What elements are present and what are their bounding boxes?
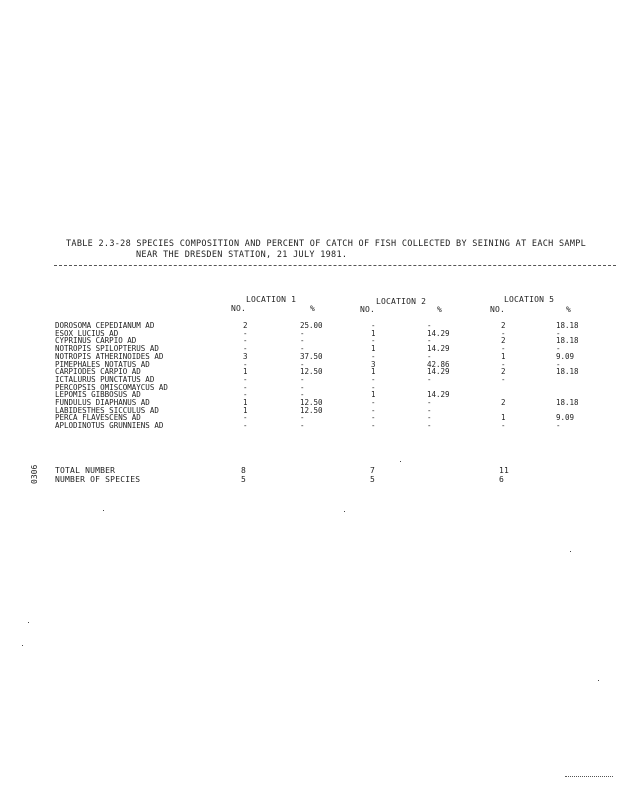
total-number-l1: 8 bbox=[241, 466, 247, 475]
l1-pct-cell: - bbox=[300, 374, 305, 384]
l2-pct-cell: - bbox=[427, 336, 432, 346]
scan-speck bbox=[344, 511, 345, 512]
l1-pct-cell: - bbox=[300, 328, 305, 338]
l1-pct-cell: 12.50 bbox=[300, 398, 323, 407]
l1-no-cell: - bbox=[243, 390, 248, 400]
l1-no-cell: - bbox=[243, 359, 248, 369]
scan-edge-mark bbox=[565, 776, 613, 777]
l2-pct-cell: - bbox=[427, 405, 432, 415]
l1-no-cell: 1 bbox=[243, 367, 248, 377]
species-count-l1: 5 bbox=[241, 475, 247, 484]
l2-pct-cell: 14.29 bbox=[427, 344, 450, 354]
total-number-label: TOTAL NUMBER bbox=[55, 466, 116, 475]
l1-pct-cell: - bbox=[300, 344, 305, 354]
scan-speck bbox=[570, 551, 571, 552]
l2-pct-cell: 14.29 bbox=[427, 328, 450, 338]
l5-pct-cell: 18.18 bbox=[556, 336, 579, 346]
l2-no-cell: - bbox=[371, 351, 376, 361]
l5-no-cell: 2 bbox=[501, 398, 506, 407]
l5-pct-cell: 9.09 bbox=[556, 351, 575, 361]
species-name: PIMEPHALES NOTATUS AD bbox=[55, 359, 150, 369]
l2-no-cell: 1 bbox=[371, 390, 376, 400]
l2-no-cell: - bbox=[371, 413, 376, 423]
l5-no-cell: - bbox=[501, 328, 506, 338]
location-1-header: LOCATION 1 bbox=[246, 295, 297, 304]
l5-pct-cell: 18.18 bbox=[556, 398, 579, 407]
species-name: ESOX LUCIUS AD bbox=[55, 328, 119, 338]
species-name: DOROSOMA CEPEDIANUM AD bbox=[55, 321, 155, 330]
l1-no-cell: 2 bbox=[243, 321, 248, 330]
l1-pct-cell: - bbox=[300, 336, 305, 346]
l2-pct-cell: - bbox=[427, 321, 432, 330]
species-name: NOTROPIS SPILOPTERUS AD bbox=[55, 344, 159, 354]
scan-speck bbox=[28, 622, 29, 623]
species-name: NOTROPIS ATHERINOIDES AD bbox=[55, 351, 164, 361]
l2-pct-cell: - bbox=[427, 398, 432, 407]
table-title-line2: NEAR THE DRESDEN STATION, 21 JULY 1981. bbox=[136, 250, 348, 260]
species-name: APLODINOTUS GRUNNIENS AD bbox=[55, 421, 164, 431]
l1-no-cell: - bbox=[243, 336, 248, 346]
l1-pct-cell: 37.50 bbox=[300, 351, 323, 361]
l1-pct-cell: - bbox=[300, 413, 305, 423]
l2-no-cell: 1 bbox=[371, 328, 376, 338]
species-count-label: NUMBER OF SPECIES bbox=[55, 475, 141, 484]
l5-pct-cell: 9.09 bbox=[556, 413, 575, 423]
l1-pct-cell: 12.50 bbox=[300, 367, 323, 377]
species-name: CARPIODES CARPIO AD bbox=[55, 367, 141, 377]
l2-no-cell: - bbox=[371, 382, 376, 392]
scan-speck bbox=[103, 510, 104, 511]
scan-speck bbox=[22, 645, 23, 646]
l2-pct-cell: 42.86 bbox=[427, 359, 450, 369]
l2-pct-cell: - bbox=[427, 421, 432, 431]
l2-no-cell: - bbox=[371, 405, 376, 415]
l2-pct-cell: - bbox=[427, 413, 432, 423]
l5-no-cell: - bbox=[501, 421, 506, 431]
l2-no-cell: - bbox=[371, 321, 376, 330]
l5-pct-cell: - bbox=[556, 344, 561, 354]
l2-no-cell: - bbox=[371, 421, 376, 431]
l2-pct-cell: - bbox=[427, 351, 432, 361]
l5-no-cell: 2 bbox=[501, 321, 506, 330]
l2-no-cell: - bbox=[371, 336, 376, 346]
l5-pct-cell: - bbox=[556, 421, 561, 431]
l1-no-cell: - bbox=[243, 413, 248, 423]
margin-page-mark: 0306 bbox=[30, 464, 39, 484]
l5-pct-cell: 18.18 bbox=[556, 367, 579, 377]
l2-no-cell: - bbox=[371, 398, 376, 407]
species-name: ICTALURUS PUNCTATUS AD bbox=[55, 374, 155, 384]
l5-no-cell: - bbox=[501, 374, 506, 384]
species-count-l5: 6 bbox=[499, 475, 505, 484]
l2-no-cell: 3 bbox=[371, 359, 376, 369]
l1-no-cell: - bbox=[243, 421, 248, 431]
species-name: LABIDESTHES SICCULUS AD bbox=[55, 405, 159, 415]
l5-pct-header: % bbox=[566, 305, 572, 314]
l5-no-cell: 1 bbox=[501, 413, 506, 423]
l5-no-header: NO. bbox=[490, 305, 506, 314]
l5-no-cell: - bbox=[501, 359, 506, 369]
l1-no-cell: - bbox=[243, 344, 248, 354]
l1-pct-header: % bbox=[310, 304, 316, 313]
l2-pct-header: % bbox=[437, 305, 443, 314]
species-name: LEPOMIS GIBBOSUS AD bbox=[55, 390, 141, 400]
l2-no-header: NO. bbox=[360, 305, 376, 314]
l1-no-cell: 3 bbox=[243, 351, 248, 361]
l2-no-cell: - bbox=[371, 374, 376, 384]
species-name: PERCA FLAVESCENS AD bbox=[55, 413, 141, 423]
title-rule bbox=[54, 265, 616, 266]
total-number-l2: 7 bbox=[370, 466, 376, 475]
l1-pct-cell: 25.00 bbox=[300, 321, 323, 330]
table-row bbox=[0, 422, 618, 430]
l1-no-cell: - bbox=[243, 382, 248, 392]
l1-pct-cell: - bbox=[300, 390, 305, 400]
l1-no-header: NO. bbox=[231, 304, 247, 313]
l2-no-cell: 1 bbox=[371, 344, 376, 354]
l5-no-cell: 2 bbox=[501, 367, 506, 377]
scan-speck bbox=[400, 461, 401, 462]
l1-pct-cell: - bbox=[300, 382, 305, 392]
l2-pct-cell: 14.29 bbox=[427, 367, 450, 377]
l1-pct-cell: 12.50 bbox=[300, 405, 323, 415]
total-number-l5: 11 bbox=[499, 466, 510, 475]
location-2-header: LOCATION 2 bbox=[376, 297, 427, 306]
l2-pct-cell: - bbox=[427, 374, 432, 384]
l5-pct-cell: - bbox=[556, 359, 561, 369]
scan-speck bbox=[598, 680, 599, 681]
l5-no-cell: - bbox=[501, 344, 506, 354]
l1-no-cell: 1 bbox=[243, 398, 248, 407]
l2-no-cell: 1 bbox=[371, 367, 376, 377]
species-name: CYPRINUS CARPIO AD bbox=[55, 336, 137, 346]
species-count-l2: 5 bbox=[370, 475, 376, 484]
l5-no-cell: 1 bbox=[501, 351, 506, 361]
l1-no-cell: - bbox=[243, 374, 248, 384]
l5-pct-cell: 18.18 bbox=[556, 321, 579, 330]
table-title-line1: TABLE 2.3-28 SPECIES COMPOSITION AND PERCENT OF CATCH OF FISH COLLECTED BY SEINING AT EACH SAMPL bbox=[66, 239, 587, 249]
l2-pct-cell: 14.29 bbox=[427, 390, 450, 400]
species-name: PERCOPSIS OMISCOMAYCUS AD bbox=[55, 382, 168, 392]
species-name: FUNDULUS DIAPHANUS AD bbox=[55, 398, 150, 407]
l5-pct-cell: - bbox=[556, 328, 561, 338]
l1-pct-cell: - bbox=[300, 421, 305, 431]
l5-no-cell: 2 bbox=[501, 336, 506, 346]
location-5-header: LOCATION 5 bbox=[504, 295, 555, 304]
l1-no-cell: 1 bbox=[243, 405, 248, 415]
l1-pct-cell: - bbox=[300, 359, 305, 369]
l1-no-cell: - bbox=[243, 328, 248, 338]
